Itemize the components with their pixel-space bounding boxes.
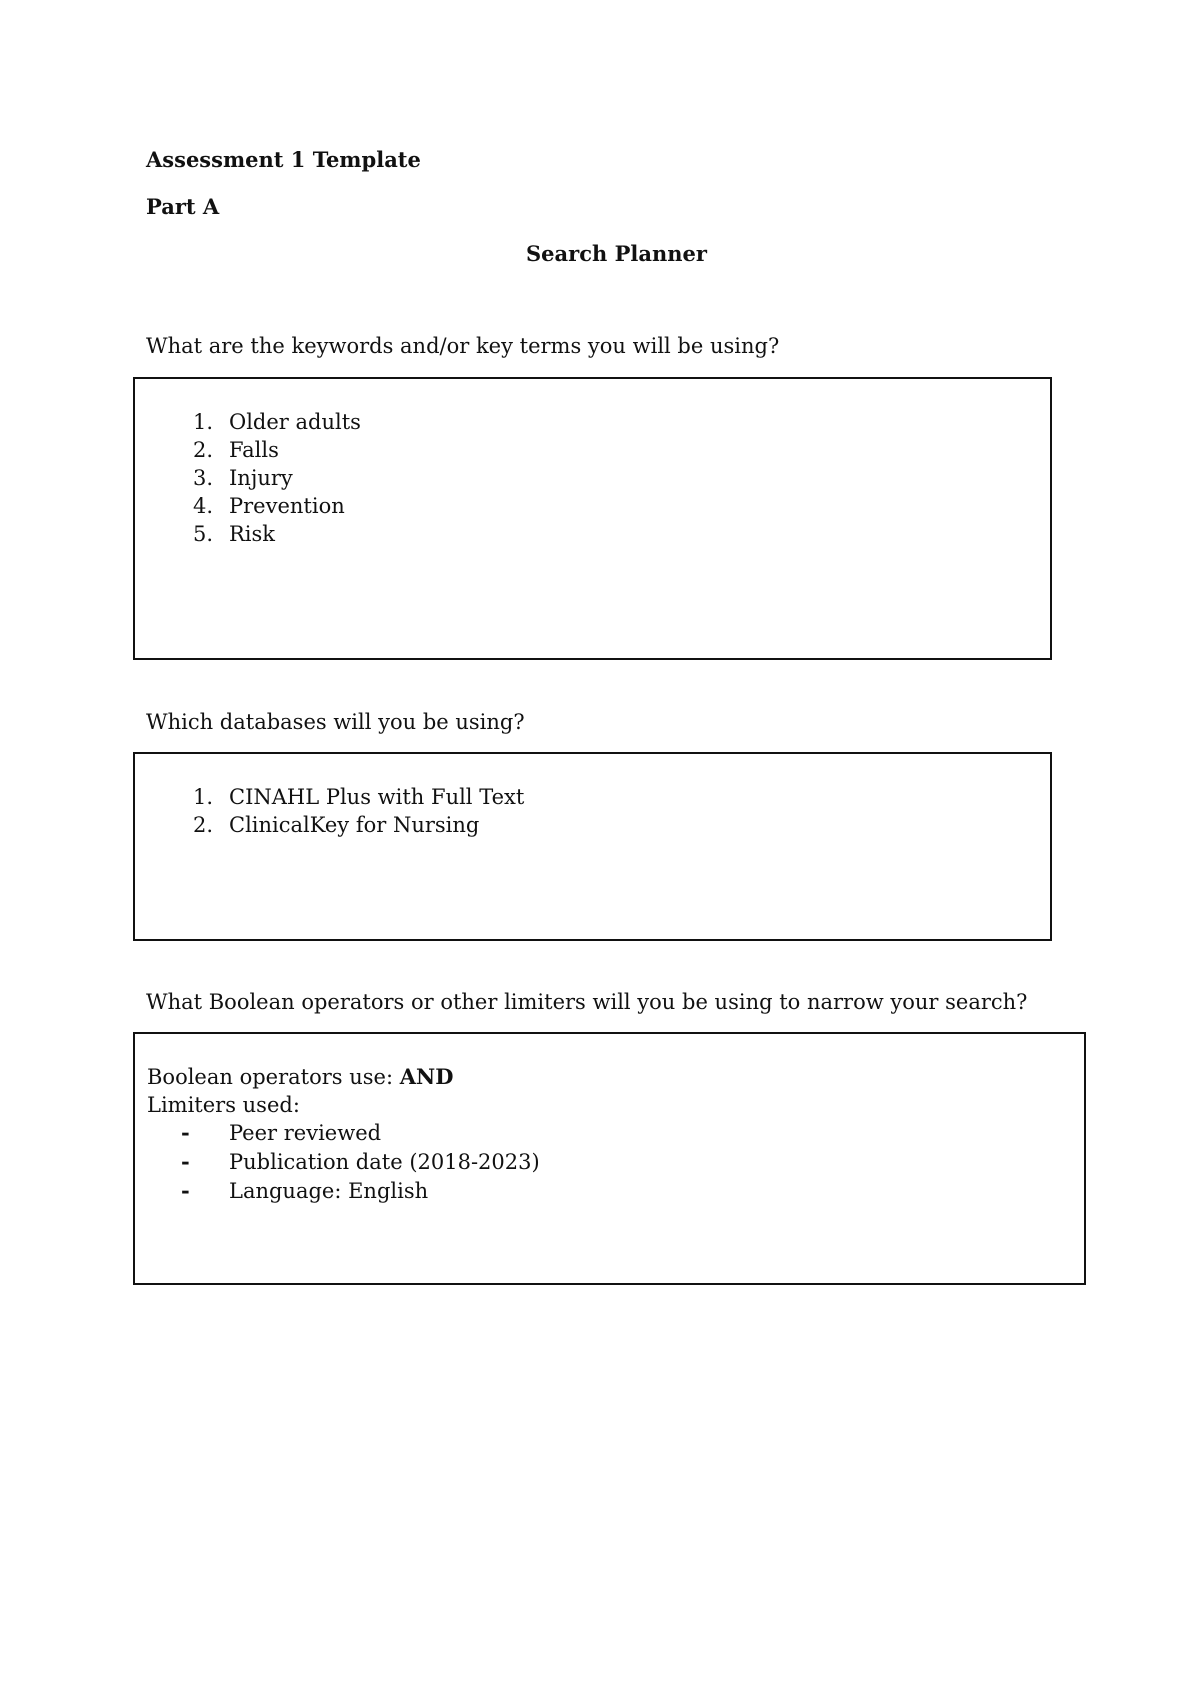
list-item-text: ClinicalKey for Nursing [229, 813, 480, 837]
list-item-text: CINAHL Plus with Full Text [229, 785, 525, 809]
limiters-label: Limiters used: [147, 1093, 300, 1117]
list-number: 1. [192, 410, 213, 434]
list-item-text: Falls [229, 438, 279, 462]
list-item-text: Prevention [229, 494, 345, 518]
list-number: 2. [192, 438, 213, 462]
page-title: Search Planner [526, 241, 707, 266]
limiters-box [133, 1032, 1086, 1285]
list-number: 2. [192, 813, 213, 837]
document-heading: Assessment 1 Template [146, 147, 421, 172]
keywords-question: What are the keywords and/or key terms you will be using? [146, 334, 780, 358]
boolean-operators-line [147, 1063, 453, 1091]
list-number: 1. [192, 785, 213, 809]
keywords-box [133, 377, 1052, 660]
list-number: 3. [192, 466, 213, 490]
list-item-text: Language: English [229, 1179, 429, 1203]
list-item-text: Peer reviewed [229, 1121, 382, 1145]
part-label: Part A [146, 194, 220, 219]
databases-question: Which databases will you be using? [146, 710, 525, 734]
dash-bullet: - [181, 1149, 190, 1174]
dash-bullet: - [181, 1178, 190, 1203]
list-item-text: Publication date (2018-2023) [229, 1150, 540, 1174]
list-item-text: Risk [229, 522, 276, 546]
list-item-text: Older adults [229, 410, 361, 434]
list-number: 5. [192, 522, 213, 546]
list-item-text: Injury [229, 466, 293, 490]
boolean-operators-label: Boolean operators use: [147, 1065, 400, 1089]
limiters-question: What Boolean operators or other limiters will you be using to narrow your search? [146, 990, 1028, 1014]
databases-box [133, 752, 1052, 941]
list-number: 4. [192, 494, 213, 518]
boolean-operator-value: AND [399, 1064, 454, 1089]
dash-bullet: - [181, 1120, 190, 1145]
